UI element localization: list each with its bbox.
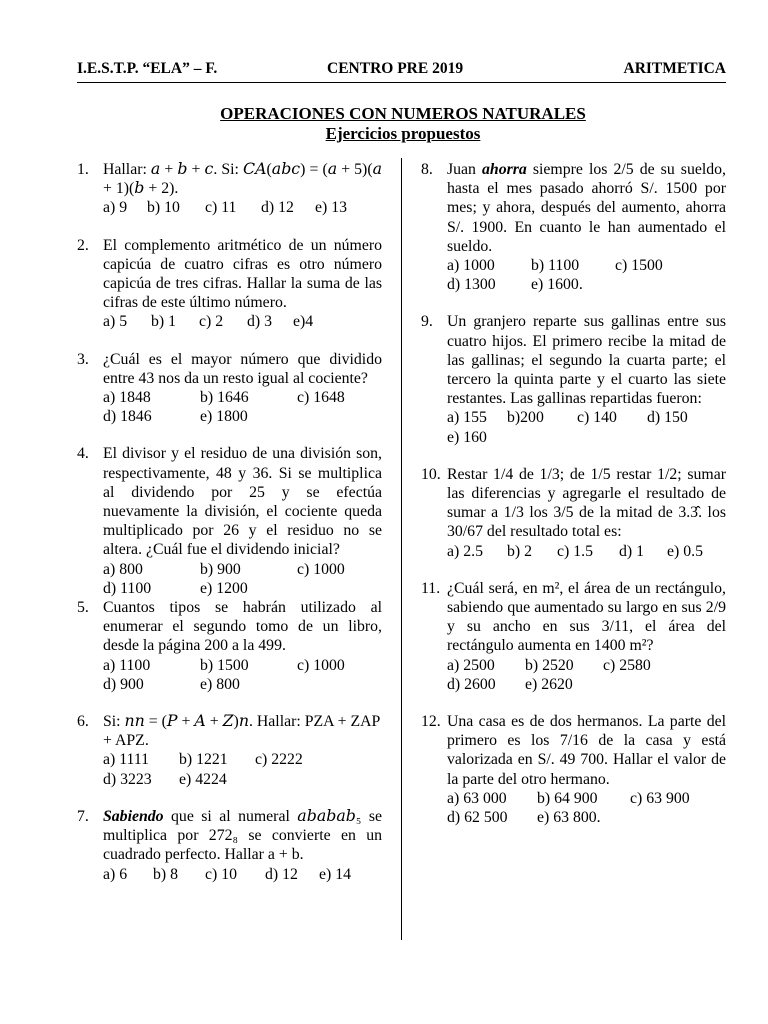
left-column <box>77 160 382 902</box>
option: d) 1100 <box>103 579 152 597</box>
option: b) 1646 <box>200 389 249 407</box>
option: b) 900 <box>200 560 241 578</box>
option: b) 2 <box>507 542 533 560</box>
question-stem <box>447 160 726 256</box>
question-4 <box>77 444 382 598</box>
question-number: 5. <box>77 599 89 617</box>
option: c) 63 900 <box>630 789 690 807</box>
option: c) 1000 <box>297 560 345 578</box>
option: c) 2 <box>199 313 224 331</box>
option: a) 2.5 <box>447 542 483 560</box>
option: e) 0.5 <box>667 542 703 560</box>
option: e) 63 800. <box>537 809 601 827</box>
option: d) 12 <box>261 199 294 217</box>
option: a) 1000 <box>447 257 495 275</box>
option: e) 4224 <box>179 770 227 788</box>
option: c) 1648 <box>297 389 345 407</box>
option: c) 1500 <box>615 257 663 275</box>
option: b) 1100 <box>531 257 580 275</box>
question-number: 10. <box>421 465 441 483</box>
question-stem: Una casa es de dos hermanos. La parte del primero es los 7/16 de la casa y está valorizada en S/. 49 700. Hallar el valor de la parte del otro hermano. <box>447 713 726 788</box>
option: b)200 <box>507 409 544 427</box>
stem-text: Juan <box>447 161 483 178</box>
stem-text: que si al numeral 𝑎𝑏𝑎𝑏𝑎𝑏₅ se multiplica por 272₈ se convierte en un cuadrado perfecto. Hallar a + b. <box>103 807 382 864</box>
option: a) 6 <box>103 865 128 883</box>
question-number: 6. <box>77 713 89 731</box>
option: c) 2222 <box>255 751 303 769</box>
question-stem: ¿Cuál será, en m², el área de un rectángulo, sabiendo que aumentado su largo en sus 2/9 y su ancho en sus 3/11, el área del rectángulo aumenta en 1400 m²? <box>447 579 726 655</box>
option: b) 1221 <box>179 751 228 769</box>
option: e) 13 <box>315 199 348 217</box>
column-divider <box>401 158 402 940</box>
options <box>103 865 382 884</box>
right-column <box>421 160 726 845</box>
question-9 <box>421 312 726 446</box>
option: a) 9 <box>103 199 128 217</box>
option: d) 1300 <box>447 276 496 294</box>
options <box>447 789 726 827</box>
option: d) 62 500 <box>447 809 508 827</box>
option: a) 1111 <box>103 751 150 769</box>
option: b) 8 <box>153 865 179 883</box>
option: c) 10 <box>205 865 238 883</box>
page-header <box>77 60 726 82</box>
question-6 <box>77 712 382 789</box>
option: d) 900 <box>103 675 144 693</box>
emphasis-word: Sabiendo <box>103 807 164 825</box>
option: d) 12 <box>265 865 298 883</box>
header-rule <box>77 82 726 83</box>
question-number: 11. <box>421 579 441 597</box>
option: e) 1600. <box>531 276 583 294</box>
question-stem: Cuantos tipos se habrán utilizado al enumerar el segundo tomo de un libro, desde la página 200 a la 499. <box>103 599 382 655</box>
question-2 <box>77 236 382 332</box>
option: d) 2600 <box>447 675 496 693</box>
question-number: 4. <box>77 445 89 463</box>
question-number: 3. <box>77 350 89 368</box>
question-1 <box>77 160 382 218</box>
question-stem: Hallar: 𝑎 + 𝑏 + 𝑐. Si: 𝐶𝐴(𝑎𝑏𝑐) = (𝑎 + 5)(𝑎 + 1)(𝑏 + 2). <box>103 161 382 198</box>
option: d) 3223 <box>103 770 152 788</box>
question-stem: El divisor y el residuo de una división son, respectivamente, 48 y 36. Si se multiplica al dividendo por 25 y se efectúa nuevamente la división, el cociente queda multiplicado por 26 y el residuo no se altera. ¿Cuál fue el dividendo inicial? <box>103 445 382 559</box>
question-number: 12. <box>421 713 441 731</box>
option: d) 150 <box>647 409 688 427</box>
header-course: CENTRO PRE 2019 <box>327 60 464 77</box>
question-stem: ¿Cuál es el mayor número que dividido entre 43 nos da un resto igual al cociente? <box>103 350 382 387</box>
options <box>447 542 726 561</box>
question-stem: Restar 1/4 de 1/3; de 1/5 restar 1/2; sumar las diferencias y agregarle el resultado de sumar a 1/3 los 3/5 de la mitad de 3.3̂. los 30/67 del resultado total es: <box>447 465 726 541</box>
option: e) 160 <box>447 428 487 446</box>
title-main: OPERACIONES CON NUMEROS NATURALES <box>220 104 586 123</box>
options <box>103 750 382 788</box>
question-number: 8. <box>421 161 433 178</box>
options <box>103 312 382 331</box>
question-3 <box>77 350 382 427</box>
stem-text: siempre los 2/5 de su sueldo, hasta el mes pasado ahorró S/. 1500 por mes; y ahora, después del aumento, ahorra S/. 1900. En cuanto le han aumentado el sueldo. <box>447 161 726 255</box>
options <box>103 388 382 426</box>
option: b) 2520 <box>525 656 574 674</box>
option: e) 1800 <box>200 408 248 426</box>
question-stem: El complemento aritmético de un número capicúa de cuatro cifras es otro número capicúa de tres cifras. Hallar la suma de las cifras de este último número. <box>103 236 382 312</box>
option: a) 1100 <box>103 656 151 674</box>
option: e) 800 <box>200 675 240 693</box>
option: d) 1 <box>619 542 645 560</box>
option: e) 14 <box>319 865 352 883</box>
options <box>103 560 382 598</box>
option: e) 2620 <box>525 675 573 693</box>
option: b) 1500 <box>200 656 249 674</box>
option: c) 2580 <box>603 656 651 674</box>
header-subject: ARITMETICA <box>623 60 726 77</box>
options <box>447 256 726 294</box>
question-number: 7. <box>77 807 89 825</box>
option: a) 2500 <box>447 656 495 674</box>
option: a) 5 <box>103 313 128 331</box>
options <box>447 408 726 446</box>
question-7 <box>77 807 382 884</box>
question-stem: Si: 𝑛𝑛 = (𝑃 + 𝐴 + 𝑍)𝑛. Hallar: PZA + ZAP + APZ. <box>103 713 380 750</box>
question-8 <box>421 160 726 294</box>
header-institution: I.E.S.T.P. “ELA” – F. <box>77 60 218 77</box>
options <box>103 656 382 694</box>
option: b) 10 <box>147 199 180 217</box>
option: a) 1848 <box>103 389 151 407</box>
option: d) 1846 <box>103 408 152 426</box>
question-stem: Un granjero reparte sus gallinas entre sus cuatro hijos. El primero recibe la mitad de las gallinas; el segundo la cuarta parte; el tercero la quinta parte y el cuarto las siete restantes. Las gallinas repartidas fueron: <box>447 313 726 408</box>
question-number: 2. <box>77 236 89 254</box>
option: c) 1.5 <box>557 542 593 560</box>
option: b) 64 900 <box>537 789 598 807</box>
option: c) 140 <box>577 409 617 427</box>
document-title <box>0 104 768 144</box>
option: e) 1200 <box>200 579 248 597</box>
option: c) 1000 <box>297 656 345 674</box>
question-number: 1. <box>77 161 89 178</box>
option: a) 63 000 <box>447 789 507 807</box>
question-number: 9. <box>421 313 433 331</box>
question-10 <box>421 465 726 561</box>
option: c) 11 <box>205 199 237 217</box>
question-12 <box>421 712 726 827</box>
options <box>447 656 726 694</box>
option: b) 1 <box>151 313 177 331</box>
title-sub: Ejercicios propuestos <box>325 124 481 143</box>
option: d) 3 <box>247 313 273 331</box>
question-stem <box>103 807 382 865</box>
question-5 <box>77 598 382 694</box>
emphasis-word: ahorra <box>482 161 527 178</box>
option: e)4 <box>293 313 314 331</box>
option: a) 800 <box>103 560 143 578</box>
option: a) 155 <box>447 409 487 427</box>
question-11 <box>421 579 726 694</box>
options <box>103 198 382 217</box>
